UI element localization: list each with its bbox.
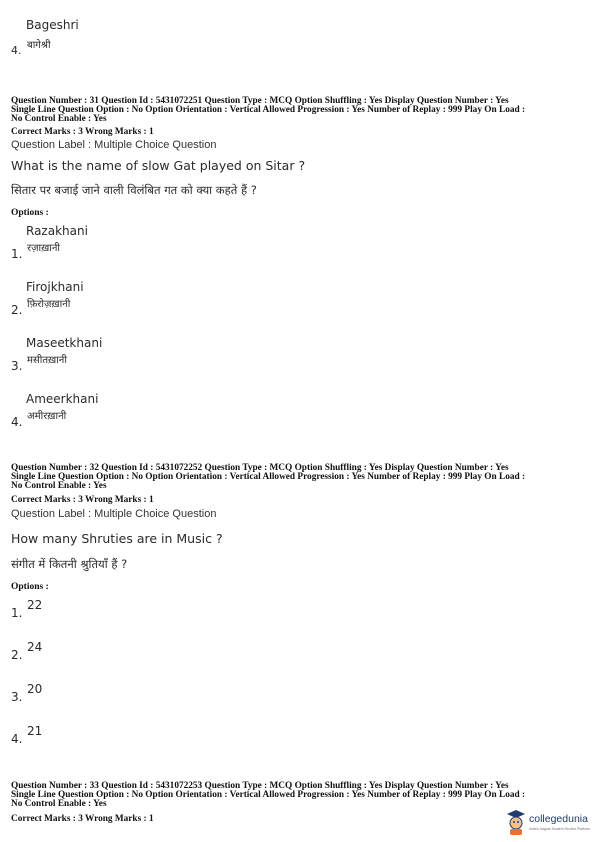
option-hindi: मसीतख़ानी bbox=[27, 355, 67, 366]
option-value: 20 bbox=[27, 682, 43, 696]
option-english: Ameerkhani bbox=[26, 392, 99, 406]
logo-name: collegedunia bbox=[529, 813, 588, 825]
q33-meta-line-2: Single Line Question Option : No Option Orientation : Vertical Allowed Progression : Yes Number of Replay : 999 Play On Load : bbox=[11, 790, 526, 800]
option-number: 2. bbox=[11, 648, 23, 662]
option-hindi: रज़ाख़ानी bbox=[27, 243, 61, 254]
prev-option-4-number: 4. bbox=[11, 44, 22, 57]
mascot-icon bbox=[505, 808, 527, 836]
q32-options-heading: Options : bbox=[11, 582, 49, 592]
option-number: 4. bbox=[11, 732, 23, 746]
option-number: 4. bbox=[11, 415, 23, 429]
option-english: Maseetkhani bbox=[26, 336, 103, 350]
q31-question-hindi: सितार पर बजाई जाने वाली विलंबित गत को क्या कहते हैं ? bbox=[11, 183, 257, 197]
q32-question-label: Question Label : Multiple Choice Question bbox=[11, 508, 217, 520]
option-value: 24 bbox=[27, 640, 43, 654]
q32-meta-line-3: No Control Enable : Yes bbox=[11, 481, 107, 491]
q33-meta-line-1: Question Number : 33 Question Id : 5431072253 Question Type : MCQ Option Shuffling : Yes Display Question Number : Yes bbox=[11, 781, 509, 791]
q32-marks: Correct Marks : 3 Wrong Marks : 1 bbox=[11, 495, 154, 505]
q31-options-heading: Options : bbox=[11, 208, 49, 218]
option-hindi: अमीरख़ानी bbox=[27, 411, 67, 422]
q31-meta-line-2: Single Line Question Option : No Option Orientation : Vertical Allowed Progression : Yes Number of Replay : 999 Play On Load : bbox=[11, 105, 526, 115]
option-english: Firojkhani bbox=[26, 280, 84, 294]
q31-meta-line-3: No Control Enable : Yes bbox=[11, 114, 107, 124]
q32-question-english: How many Shruties are in Music ? bbox=[11, 531, 223, 546]
q31-question-label: Question Label : Multiple Choice Question bbox=[11, 139, 217, 151]
q31-question-english: What is the name of slow Gat played on Sitar ? bbox=[11, 158, 306, 173]
option-number: 1. bbox=[11, 247, 23, 261]
q33-marks: Correct Marks : 3 Wrong Marks : 1 bbox=[11, 814, 154, 824]
q31-meta-line-1: Question Number : 31 Question Id : 5431072251 Question Type : MCQ Option Shuffling : Yes Display Question Number : Yes bbox=[11, 96, 509, 106]
option-hindi: फ़िरोज़ख़ानी bbox=[27, 299, 71, 310]
option-number: 2. bbox=[11, 303, 23, 317]
logo-tagline: India's largest Student Review Platform bbox=[529, 827, 590, 831]
option-value: 22 bbox=[27, 598, 43, 612]
q32-meta-line-2: Single Line Question Option : No Option Orientation : Vertical Allowed Progression : Yes Number of Replay : 999 Play On Load : bbox=[11, 472, 526, 482]
option-value: 21 bbox=[27, 724, 43, 738]
option-number: 1. bbox=[11, 606, 23, 620]
q32-meta-line-1: Question Number : 32 Question Id : 5431072252 Question Type : MCQ Option Shuffling : Yes Display Question Number : Yes bbox=[11, 463, 509, 473]
option-english: Razakhani bbox=[26, 224, 88, 238]
collegedunia-logo bbox=[505, 808, 591, 838]
prev-option-4-english: Bageshri bbox=[26, 18, 79, 32]
q33-meta-line-3: No Control Enable : Yes bbox=[11, 799, 107, 809]
option-number: 3. bbox=[11, 690, 23, 704]
q31-marks: Correct Marks : 3 Wrong Marks : 1 bbox=[11, 127, 154, 137]
q32-question-hindi: संगीत में कितनी श्रुतियाँ हैं ? bbox=[11, 557, 128, 571]
prev-option-4-hindi: बागेश्री bbox=[27, 40, 51, 51]
option-number: 3. bbox=[11, 359, 23, 373]
